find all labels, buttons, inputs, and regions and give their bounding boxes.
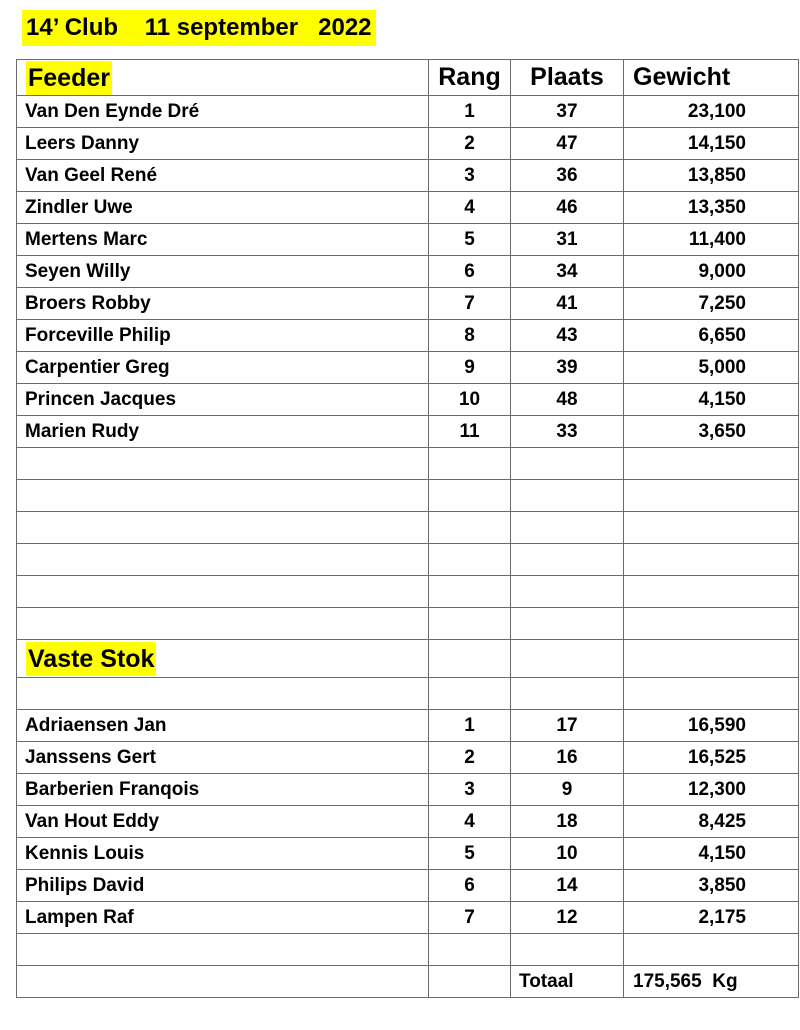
feeder-row [17, 352, 799, 384]
empty-cell [511, 608, 624, 640]
gewicht-value: 11,400 [624, 224, 799, 256]
empty-cell [624, 934, 799, 966]
plaats-value: 36 [511, 160, 624, 192]
empty-cell [429, 678, 511, 710]
angler-name: Leers Danny [17, 128, 429, 160]
gewicht-value: 13,350 [624, 192, 799, 224]
empty-cell [511, 678, 624, 710]
empty-cell [17, 544, 429, 576]
empty-cell [511, 448, 624, 480]
empty-cell [429, 480, 511, 512]
empty-row [17, 544, 799, 576]
gewicht-value: 4,150 [624, 838, 799, 870]
angler-name: Van Geel René [17, 160, 429, 192]
plaats-value: 34 [511, 256, 624, 288]
plaats-value: 47 [511, 128, 624, 160]
gewicht-value: 3,650 [624, 416, 799, 448]
empty-cell [624, 678, 799, 710]
angler-name: Van Den Eynde Dré [17, 96, 429, 128]
column-header-plaats: Plaats [511, 60, 624, 96]
rang-value: 5 [429, 224, 511, 256]
gewicht-value: 13,850 [624, 160, 799, 192]
plaats-value: 14 [511, 870, 624, 902]
angler-name: Philips David [17, 870, 429, 902]
feeder-row [17, 416, 799, 448]
empty-cell [17, 678, 429, 710]
empty-cell [17, 576, 429, 608]
gewicht-value: 7,250 [624, 288, 799, 320]
feeder-row [17, 224, 799, 256]
feeder-row [17, 320, 799, 352]
rang-value: 2 [429, 128, 511, 160]
plaats-value: 18 [511, 806, 624, 838]
plaats-value: 41 [511, 288, 624, 320]
column-header-gewicht: Gewicht [624, 60, 799, 96]
feeder-row [17, 384, 799, 416]
feeder-row [17, 128, 799, 160]
gewicht-value: 12,300 [624, 774, 799, 806]
angler-name: Broers Robby [17, 288, 429, 320]
empty-cell [429, 512, 511, 544]
rang-value: 4 [429, 806, 511, 838]
results-body [17, 60, 799, 998]
rang-value: 7 [429, 902, 511, 934]
gewicht-value: 4,150 [624, 384, 799, 416]
vaste-stok-row [17, 710, 799, 742]
vaste-stok-row [17, 870, 799, 902]
rang-value: 10 [429, 384, 511, 416]
rang-value: 1 [429, 710, 511, 742]
gewicht-value: 14,150 [624, 128, 799, 160]
vaste-stok-row [17, 742, 799, 774]
empty-cell [17, 608, 429, 640]
plaats-value: 10 [511, 838, 624, 870]
angler-name: Adriaensen Jan [17, 710, 429, 742]
plaats-value: 9 [511, 774, 624, 806]
empty-row [17, 512, 799, 544]
angler-name: Mertens Marc [17, 224, 429, 256]
angler-name: Carpentier Greg [17, 352, 429, 384]
angler-name: Zindler Uwe [17, 192, 429, 224]
empty-row [17, 576, 799, 608]
empty-row [17, 678, 799, 710]
gewicht-value: 5,000 [624, 352, 799, 384]
empty-cell [17, 966, 429, 998]
plaats-value: 17 [511, 710, 624, 742]
angler-name: Forceville Philip [17, 320, 429, 352]
gewicht-value: 2,175 [624, 902, 799, 934]
vaste-stok-section-cell [17, 640, 429, 678]
gewicht-value: 8,425 [624, 806, 799, 838]
total-value: 175,565 Kg [624, 966, 799, 998]
vaste-stok-header-row [17, 640, 799, 678]
rang-value: 6 [429, 870, 511, 902]
rang-value: 7 [429, 288, 511, 320]
rang-value: 11 [429, 416, 511, 448]
vaste-stok-section-label: Vaste Stok [26, 642, 156, 676]
plaats-value: 16 [511, 742, 624, 774]
plaats-value: 43 [511, 320, 624, 352]
feeder-row [17, 160, 799, 192]
angler-name: Kennis Louis [17, 838, 429, 870]
empty-cell [624, 512, 799, 544]
empty-cell [624, 576, 799, 608]
plaats-value: 46 [511, 192, 624, 224]
empty-cell [17, 480, 429, 512]
plaats-value: 37 [511, 96, 624, 128]
vaste-stok-row [17, 774, 799, 806]
empty-cell [624, 448, 799, 480]
plaats-value: 39 [511, 352, 624, 384]
empty-cell [429, 576, 511, 608]
feeder-section-cell [17, 60, 429, 96]
empty-cell [17, 512, 429, 544]
angler-name: Lampen Raf [17, 902, 429, 934]
gewicht-value: 16,525 [624, 742, 799, 774]
empty-row [17, 608, 799, 640]
empty-cell [511, 934, 624, 966]
empty-cell [511, 512, 624, 544]
empty-row [17, 934, 799, 966]
results-table [16, 59, 799, 998]
empty-cell [511, 480, 624, 512]
plaats-value: 33 [511, 416, 624, 448]
gewicht-value: 3,850 [624, 870, 799, 902]
empty-cell [624, 608, 799, 640]
angler-name: Marien Rudy [17, 416, 429, 448]
plaats-value: 48 [511, 384, 624, 416]
page-title: 14’ Club 11 september 2022 [22, 10, 376, 46]
feeder-row [17, 192, 799, 224]
rang-value: 8 [429, 320, 511, 352]
angler-name: Seyen Willy [17, 256, 429, 288]
empty-cell [429, 966, 511, 998]
empty-cell [429, 448, 511, 480]
vaste-stok-row [17, 806, 799, 838]
empty-cell [624, 640, 799, 678]
feeder-header-row [17, 60, 799, 96]
rang-value: 5 [429, 838, 511, 870]
empty-cell [511, 544, 624, 576]
empty-cell [429, 640, 511, 678]
feeder-section-label: Feeder [26, 61, 112, 95]
feeder-row [17, 96, 799, 128]
total-label: Totaal [511, 966, 624, 998]
empty-cell [511, 576, 624, 608]
rang-value: 3 [429, 160, 511, 192]
empty-cell [429, 544, 511, 576]
gewicht-value: 9,000 [624, 256, 799, 288]
rang-value: 4 [429, 192, 511, 224]
gewicht-value: 6,650 [624, 320, 799, 352]
empty-cell [17, 448, 429, 480]
plaats-value: 12 [511, 902, 624, 934]
rang-value: 6 [429, 256, 511, 288]
empty-cell [511, 640, 624, 678]
empty-cell [17, 934, 429, 966]
angler-name: Barberien Franqois [17, 774, 429, 806]
plaats-value: 31 [511, 224, 624, 256]
angler-name: Janssens Gert [17, 742, 429, 774]
vaste-stok-row [17, 902, 799, 934]
empty-cell [624, 480, 799, 512]
empty-cell [429, 608, 511, 640]
angler-name: Van Hout Eddy [17, 806, 429, 838]
empty-cell [429, 934, 511, 966]
rang-value: 1 [429, 96, 511, 128]
feeder-row [17, 288, 799, 320]
column-header-rang: Rang [429, 60, 511, 96]
empty-row [17, 480, 799, 512]
feeder-row [17, 256, 799, 288]
vaste-stok-row [17, 838, 799, 870]
angler-name: Princen Jacques [17, 384, 429, 416]
empty-row [17, 448, 799, 480]
rang-value: 3 [429, 774, 511, 806]
total-row [17, 966, 799, 998]
rang-value: 9 [429, 352, 511, 384]
gewicht-value: 16,590 [624, 710, 799, 742]
gewicht-value: 23,100 [624, 96, 799, 128]
rang-value: 2 [429, 742, 511, 774]
empty-cell [624, 544, 799, 576]
